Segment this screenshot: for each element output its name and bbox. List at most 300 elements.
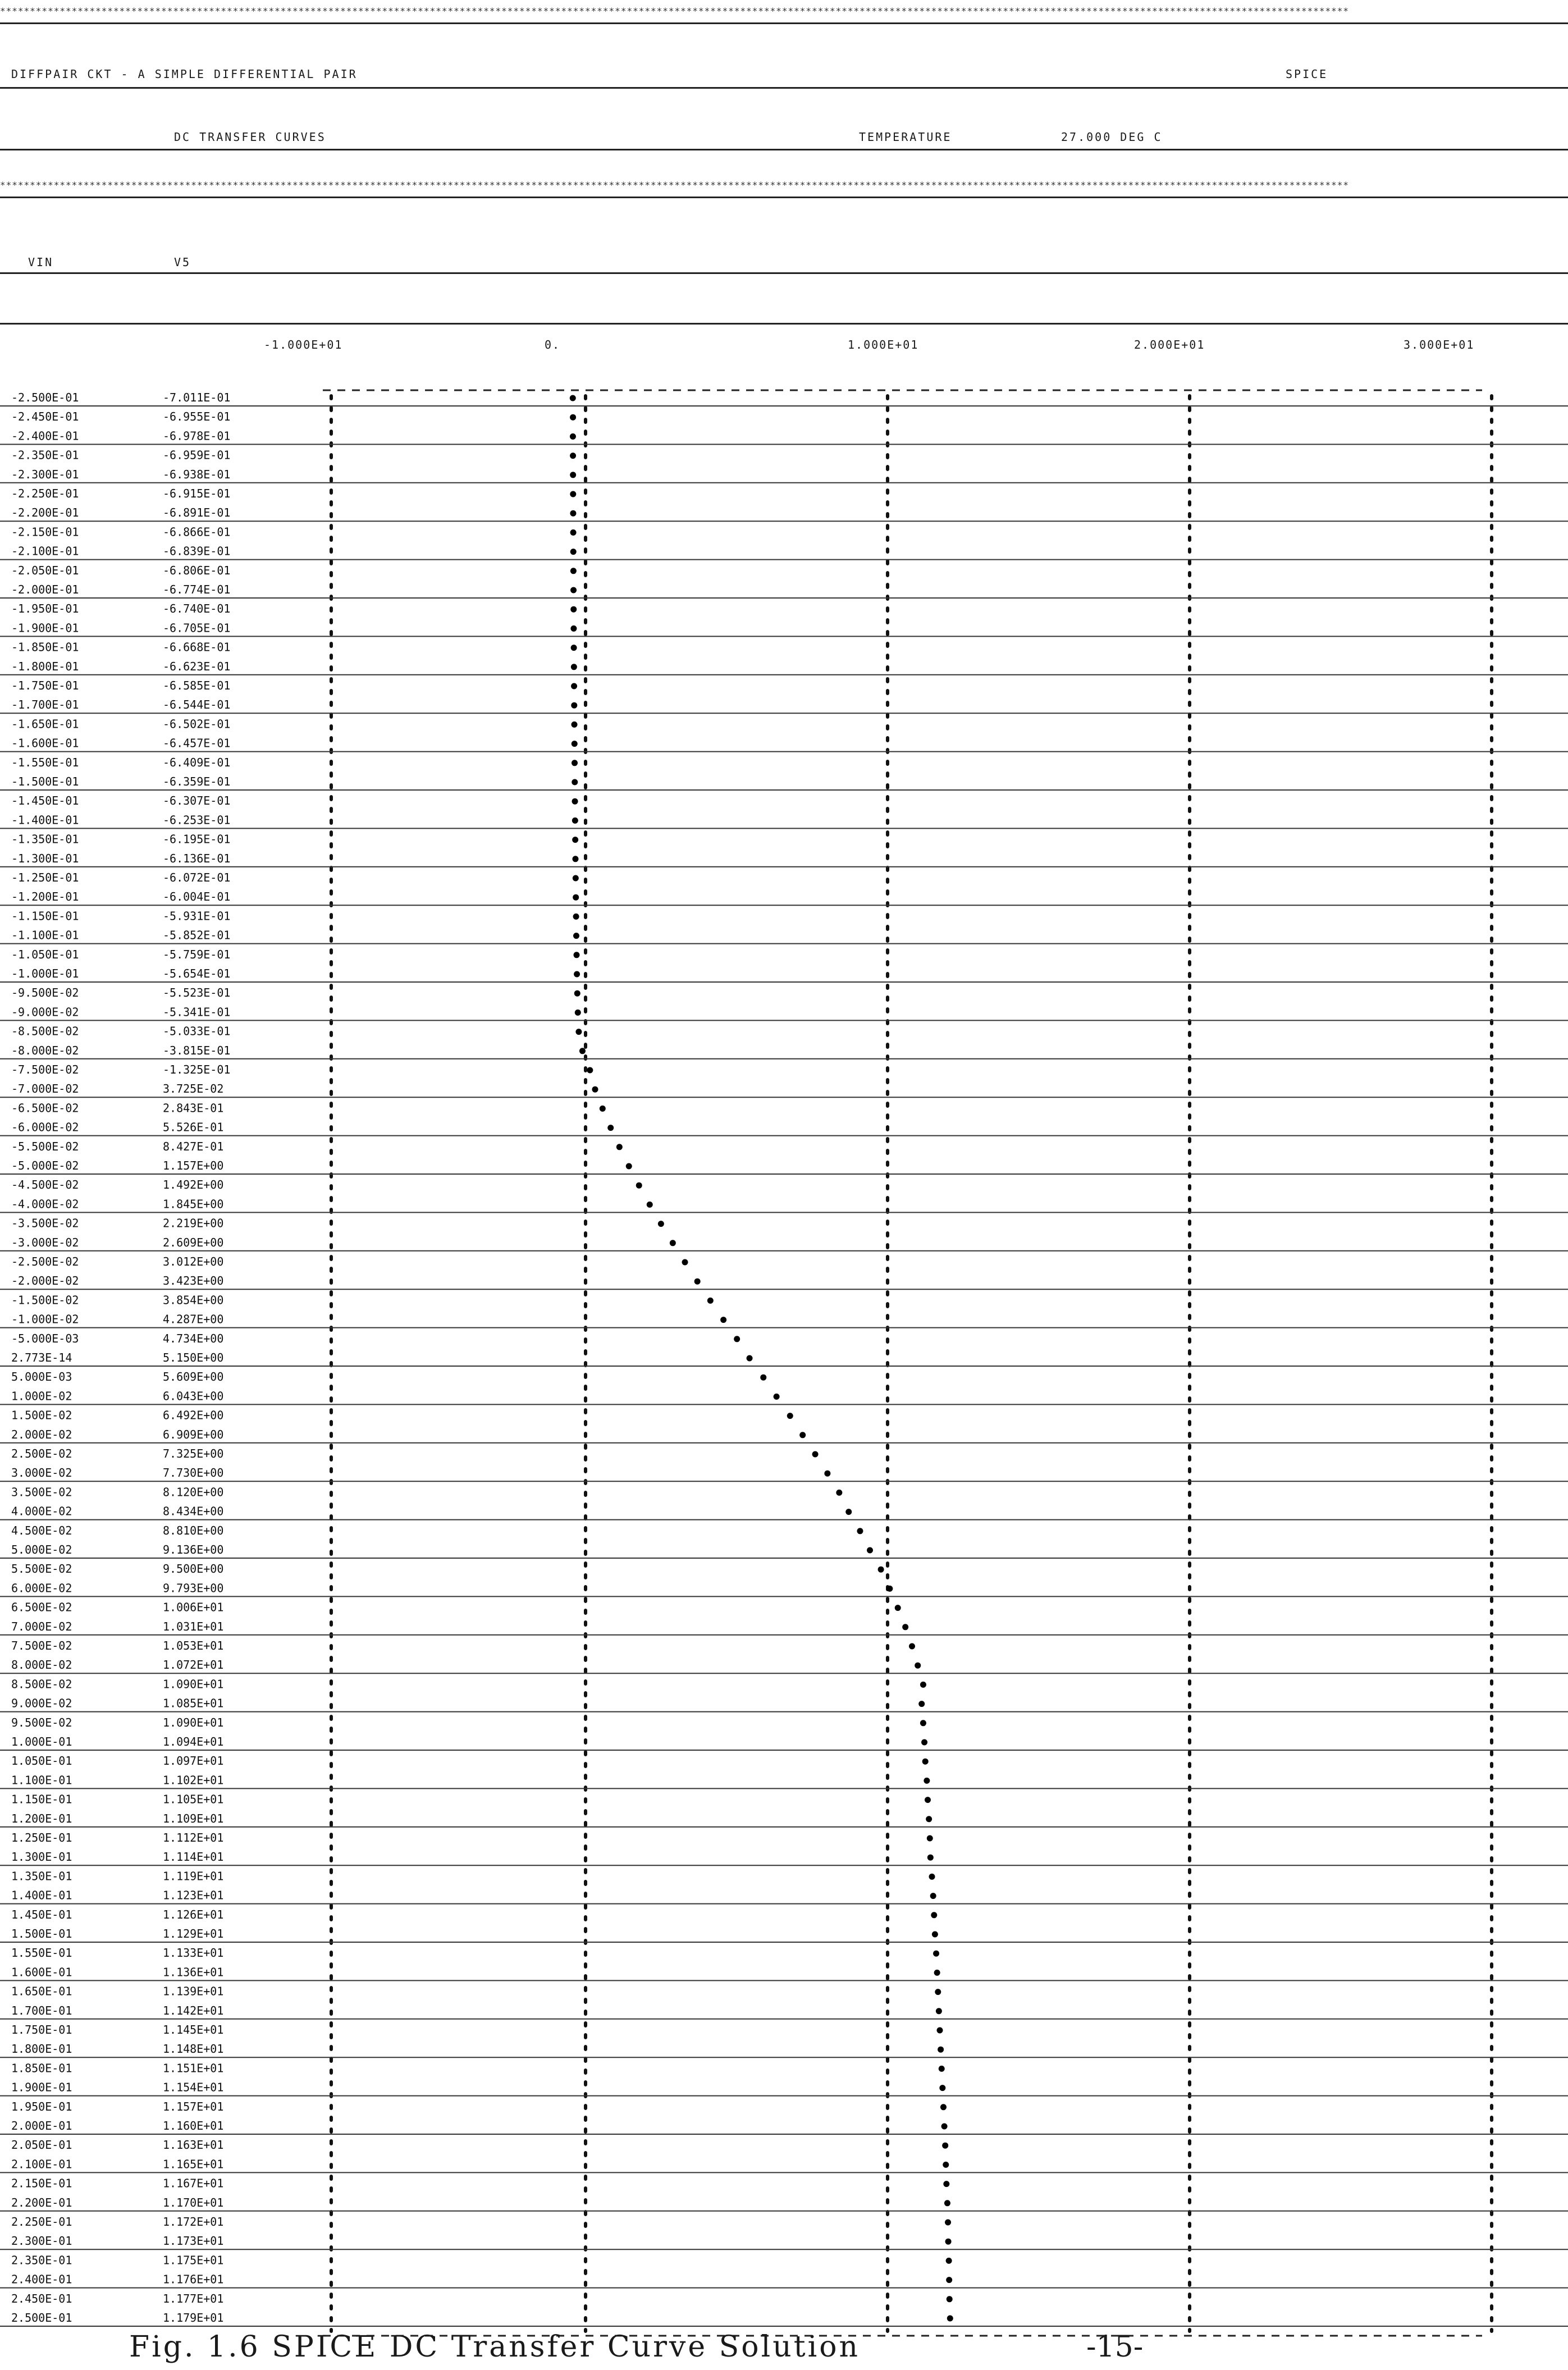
data-point [573, 894, 579, 901]
data-point [570, 433, 576, 440]
vin-value: -1.250E-01 [11, 871, 79, 884]
data-point [575, 1029, 582, 1035]
v5-value: 2.219E+00 [163, 1216, 224, 1230]
vin-value: 1.050E-01 [11, 1754, 72, 1768]
data-point [824, 1471, 830, 1477]
data-point [886, 1586, 893, 1592]
data-point [939, 2066, 945, 2072]
v5-value: -6.585E-01 [163, 679, 231, 692]
v5-value: 1.173E+01 [163, 2234, 224, 2248]
v5-value: -6.195E-01 [163, 832, 231, 846]
data-point [946, 2258, 952, 2264]
data-point [924, 1778, 930, 1784]
vin-value: -1.000E-02 [11, 1312, 79, 1326]
vin-value: -1.100E-01 [11, 928, 79, 942]
data-point [572, 779, 578, 786]
vin-value: 1.000E-02 [11, 1389, 72, 1403]
vin-value: -1.950E-01 [11, 602, 79, 616]
v5-value: 7.325E+00 [163, 1447, 224, 1460]
vin-value: 2.050E-01 [11, 2138, 72, 2152]
tick-label-3: 2.000E+01 [1134, 338, 1205, 351]
v5-value: 1.157E+00 [163, 1159, 224, 1172]
v5-value: -5.759E-01 [163, 947, 231, 961]
vin-value: 1.300E-01 [11, 1850, 72, 1864]
data-point [946, 2277, 952, 2283]
data-point [600, 1106, 606, 1112]
v5-value: 1.126E+01 [163, 1907, 224, 1921]
v5-value: -6.004E-01 [163, 890, 231, 904]
vin-value: -1.500E-02 [11, 1293, 79, 1307]
data-point [930, 1893, 936, 1899]
v5-value: -6.457E-01 [163, 736, 231, 750]
vin-value: 9.500E-02 [11, 1715, 72, 1729]
data-point [945, 2239, 952, 2245]
v5-value: -6.955E-01 [163, 410, 231, 424]
v5-value: -6.915E-01 [163, 487, 231, 500]
v5-value: 7.730E+00 [163, 1466, 224, 1480]
data-point [572, 760, 578, 766]
vin-value: 1.400E-01 [11, 1888, 72, 1902]
vin-value: 1.000E-01 [11, 1735, 72, 1748]
data-point [720, 1317, 726, 1323]
v5-value: 1.112E+01 [163, 1831, 224, 1844]
vin-value: -2.400E-01 [11, 429, 79, 443]
v5-value: -6.502E-01 [163, 717, 231, 731]
data-point [607, 1125, 614, 1131]
v5-value: 1.165E+01 [163, 2157, 224, 2171]
vin-value: 1.150E-01 [11, 1792, 72, 1806]
vin-value: -2.500E-02 [11, 1255, 79, 1268]
v5-value: 4.734E+00 [163, 1331, 224, 1345]
vin-value: 9.000E-02 [11, 1696, 72, 1710]
v5-value: -6.839E-01 [163, 544, 231, 558]
data-point [927, 1855, 934, 1861]
vin-value: -1.000E-01 [11, 967, 79, 980]
data-point [902, 1624, 908, 1630]
vin-value: 1.600E-01 [11, 1965, 72, 1979]
data-point [939, 2085, 945, 2091]
vin-value: -3.000E-02 [11, 1235, 79, 1249]
data-point [938, 2047, 944, 2053]
v5-value: 1.179E+01 [163, 2311, 224, 2325]
data-point [857, 1528, 863, 1534]
vin-value: -2.200E-01 [11, 506, 79, 520]
v5-value: 6.043E+00 [163, 1389, 224, 1403]
v5-value: -6.668E-01 [163, 640, 231, 654]
vin-value: -2.350E-01 [11, 448, 79, 462]
data-point [920, 1682, 926, 1688]
v5-value: -6.623E-01 [163, 659, 231, 673]
data-point [845, 1509, 852, 1515]
data-point [934, 1970, 940, 1976]
vin-value: -2.050E-01 [11, 563, 79, 577]
vin-value: -1.900E-01 [11, 621, 79, 635]
data-point [571, 664, 577, 670]
data-point [926, 1816, 932, 1822]
data-point [943, 2162, 949, 2168]
v5-value: 9.500E+00 [163, 1562, 224, 1576]
vin-value: -1.400E-01 [11, 813, 79, 827]
header-star-rule-top: ********************************************************************************************************************************************************************************************************************************** [0, 6, 1350, 16]
vin-value: -1.600E-01 [11, 736, 79, 750]
data-point [570, 549, 577, 555]
data-point [574, 990, 580, 997]
data-point [878, 1567, 884, 1573]
vin-value: 7.000E-02 [11, 1619, 72, 1633]
data-point [571, 683, 577, 689]
vin-value: -1.300E-01 [11, 851, 79, 865]
data-point [945, 2220, 951, 2226]
v5-value: 1.072E+01 [163, 1658, 224, 1672]
circuit-title: DIFFPAIR CKT - A SIMPLE DIFFERENTIAL PAIR [11, 67, 358, 81]
vin-value: 1.800E-01 [11, 2042, 72, 2056]
data-point [747, 1355, 753, 1362]
data-point [571, 645, 577, 651]
vin-value: -5.000E-03 [11, 1331, 79, 1345]
vin-value: -2.300E-01 [11, 467, 79, 481]
data-point [947, 2296, 953, 2302]
vin-value: -1.450E-01 [11, 794, 79, 808]
v5-value: -5.341E-01 [163, 1005, 231, 1019]
data-point [932, 1931, 938, 1938]
vin-value: 2.500E-01 [11, 2311, 72, 2325]
v5-value: 1.139E+01 [163, 1984, 224, 1998]
v5-value: 1.845E+00 [163, 1197, 224, 1211]
v5-value: 1.175E+01 [163, 2253, 224, 2267]
v5-value: 4.287E+00 [163, 1312, 224, 1326]
vin-value: 1.100E-01 [11, 1773, 72, 1787]
vin-value: -9.500E-02 [11, 986, 79, 1000]
vin-value: -1.700E-01 [11, 698, 79, 712]
data-point [812, 1451, 819, 1458]
v5-value: 1.142E+01 [163, 2003, 224, 2017]
vin-value: -2.250E-01 [11, 487, 79, 500]
v5-value: 1.151E+01 [163, 2061, 224, 2075]
data-point [707, 1298, 714, 1304]
data-point [774, 1394, 780, 1400]
data-point [943, 2181, 949, 2187]
data-point [570, 510, 576, 517]
vin-value: -6.000E-02 [11, 1120, 79, 1134]
data-point [937, 2027, 943, 2034]
data-point [570, 568, 577, 574]
vin-value: -9.000E-02 [11, 1005, 79, 1019]
vin-value: 1.550E-01 [11, 1946, 72, 1960]
vin-value: -1.350E-01 [11, 832, 79, 846]
v5-value: -5.852E-01 [163, 928, 231, 942]
v5-value: -6.253E-01 [163, 813, 231, 827]
vin-value: 2.200E-01 [11, 2195, 72, 2209]
vin-value: 6.500E-02 [11, 1600, 72, 1614]
data-point [922, 1759, 929, 1765]
v5-value: 1.053E+01 [163, 1639, 224, 1652]
v5-value: 8.810E+00 [163, 1523, 224, 1537]
v5-value: 1.123E+01 [163, 1888, 224, 1902]
vin-value: -8.000E-02 [11, 1043, 79, 1057]
vin-value: -2.450E-01 [11, 410, 79, 424]
data-point [570, 625, 577, 632]
data-point [572, 798, 578, 805]
v5-value: 6.909E+00 [163, 1427, 224, 1441]
vin-value: -1.650E-01 [11, 717, 79, 731]
data-point [933, 1951, 939, 1957]
v5-value: 8.120E+00 [163, 1485, 224, 1499]
analysis-title: DC TRANSFER CURVES [174, 130, 326, 144]
v5-value: 1.133E+01 [163, 1946, 224, 1960]
x-variable-label: VIN [28, 255, 54, 269]
tick-label-4: 3.000E+01 [1404, 338, 1475, 351]
v5-value: -5.654E-01 [163, 967, 231, 980]
data-point [570, 472, 576, 478]
data-point [920, 1720, 926, 1726]
data-point [647, 1202, 653, 1208]
v5-value: -6.959E-01 [163, 448, 231, 462]
vin-value: 1.250E-01 [11, 1831, 72, 1844]
v5-value: -6.072E-01 [163, 871, 231, 884]
vin-value: 8.000E-02 [11, 1658, 72, 1672]
v5-value: -3.815E-01 [163, 1043, 231, 1057]
v5-value: 9.793E+00 [163, 1581, 224, 1595]
data-point [942, 2143, 948, 2149]
vin-value: 3.000E-02 [11, 1466, 72, 1480]
v5-value: 1.129E+01 [163, 1927, 224, 1940]
v5-value: -6.740E-01 [163, 602, 231, 616]
data-point [694, 1278, 701, 1285]
vin-value: -2.500E-01 [11, 391, 79, 404]
vin-value: 2.773E-14 [11, 1351, 72, 1364]
vin-value: 3.500E-02 [11, 1485, 72, 1499]
v5-value: 1.006E+01 [163, 1600, 224, 1614]
vin-value: -7.000E-02 [11, 1082, 79, 1096]
v5-value: 1.094E+01 [163, 1735, 224, 1748]
v5-value: 8.434E+00 [163, 1504, 224, 1518]
data-point [734, 1336, 740, 1342]
tick-label-2: 1.000E+01 [848, 338, 919, 351]
data-point [895, 1605, 901, 1611]
v5-value: 1.109E+01 [163, 1811, 224, 1825]
v5-value: 1.102E+01 [163, 1773, 224, 1787]
figure-caption: Fig. 1.6 SPICE DC Transfer Curve Solution [129, 2330, 861, 2364]
temperature-label: TEMPERATURE [859, 130, 952, 144]
data-point [936, 2008, 942, 2014]
data-point [670, 1240, 676, 1246]
data-point [570, 395, 576, 401]
v5-value: -6.938E-01 [163, 467, 231, 481]
v5-value: -5.931E-01 [163, 909, 231, 923]
v5-value: 1.090E+01 [163, 1677, 224, 1691]
v5-value: 2.609E+00 [163, 1235, 224, 1249]
data-point [927, 1835, 933, 1842]
vin-value: 1.900E-01 [11, 2080, 72, 2094]
data-point [587, 1067, 593, 1074]
vin-value: 4.500E-02 [11, 1523, 72, 1537]
v5-value: 9.136E+00 [163, 1543, 224, 1556]
tick-label-0: -1.000E+01 [264, 338, 343, 351]
data-point [570, 414, 576, 421]
v5-value: 3.423E+00 [163, 1274, 224, 1288]
v5-value: 8.427E-01 [163, 1139, 224, 1153]
v5-value: -5.523E-01 [163, 986, 231, 1000]
v5-value: 1.167E+01 [163, 2176, 224, 2190]
v5-value: 3.854E+00 [163, 1293, 224, 1307]
v5-value: -6.891E-01 [163, 506, 231, 520]
vin-value: -1.850E-01 [11, 640, 79, 654]
data-point [572, 741, 578, 747]
vin-value: -8.500E-02 [11, 1024, 79, 1038]
data-point [592, 1086, 598, 1093]
v5-value: 3.012E+00 [163, 1255, 224, 1268]
v5-value: 5.609E+00 [163, 1370, 224, 1384]
vin-value: -4.000E-02 [11, 1197, 79, 1211]
vin-value: 1.700E-01 [11, 2003, 72, 2017]
data-point [935, 1989, 941, 1995]
v5-value: -6.359E-01 [163, 775, 231, 788]
v5-value: 1.090E+01 [163, 1715, 224, 1729]
vin-value: 1.500E-01 [11, 1927, 72, 1940]
data-point [573, 875, 579, 882]
v5-value: 1.148E+01 [163, 2042, 224, 2056]
v5-value: 1.160E+01 [163, 2119, 224, 2132]
vin-value: 2.350E-01 [11, 2253, 72, 2267]
v5-value: -6.409E-01 [163, 755, 231, 769]
y-variable-label: V5 [174, 255, 191, 269]
vin-value: 1.500E-02 [11, 1408, 72, 1422]
data-point [836, 1490, 842, 1496]
vin-value: 5.000E-03 [11, 1370, 72, 1384]
data-point [574, 971, 580, 978]
v5-value: 2.843E-01 [163, 1101, 224, 1115]
v5-value: 1.163E+01 [163, 2138, 224, 2152]
v5-value: 1.176E+01 [163, 2272, 224, 2286]
vin-value: 1.450E-01 [11, 1907, 72, 1921]
data-point [573, 914, 579, 920]
v5-value: -5.033E-01 [163, 1024, 231, 1038]
v5-value: 1.105E+01 [163, 1792, 224, 1806]
vin-value: 1.850E-01 [11, 2061, 72, 2075]
v5-value: -6.136E-01 [163, 851, 231, 865]
v5-value: 1.136E+01 [163, 1965, 224, 1979]
v5-value: 1.145E+01 [163, 2023, 224, 2036]
vin-value: -4.500E-02 [11, 1178, 79, 1192]
data-point [570, 491, 576, 497]
data-point [626, 1163, 632, 1170]
data-point [572, 856, 578, 862]
vin-value: 2.500E-02 [11, 1447, 72, 1460]
vin-value: -1.750E-01 [11, 679, 79, 692]
vin-value: 2.150E-01 [11, 2176, 72, 2190]
data-point [570, 587, 577, 593]
data-point [572, 837, 578, 843]
data-point [909, 1643, 915, 1650]
v5-value: -1.325E-01 [163, 1063, 231, 1076]
data-point [572, 818, 578, 824]
v5-value: 1.157E+01 [163, 2099, 224, 2113]
v5-value: 1.170E+01 [163, 2195, 224, 2209]
v5-value: 1.031E+01 [163, 1619, 224, 1633]
data-point [573, 933, 579, 939]
data-point [760, 1374, 766, 1381]
vin-value: 1.200E-01 [11, 1811, 72, 1825]
temperature-value: 27.000 DEG C [1061, 130, 1163, 144]
v5-value: 1.114E+01 [163, 1850, 224, 1864]
data-point [616, 1144, 623, 1150]
vin-value: 1.950E-01 [11, 2099, 72, 2113]
data-point [572, 721, 578, 728]
data-point [575, 1010, 581, 1016]
vin-value: 1.350E-01 [11, 1869, 72, 1883]
vin-value: -5.000E-02 [11, 1159, 79, 1172]
vin-value: 1.650E-01 [11, 1984, 72, 1998]
v5-value: -6.774E-01 [163, 583, 231, 596]
vin-value: 2.450E-01 [11, 2291, 72, 2305]
data-point [925, 1797, 931, 1803]
v5-value: 5.150E+00 [163, 1351, 224, 1364]
vin-value: -2.000E-02 [11, 1274, 79, 1288]
vin-value: -2.100E-01 [11, 544, 79, 558]
v5-value: 1.177E+01 [163, 2291, 224, 2305]
vin-value: 2.000E-01 [11, 2119, 72, 2132]
data-point [929, 1874, 935, 1880]
data-point [941, 2124, 948, 2130]
vin-value: 5.500E-02 [11, 1562, 72, 1576]
vin-value: -2.000E-01 [11, 583, 79, 596]
vin-value: -1.500E-01 [11, 775, 79, 788]
data-point [915, 1663, 921, 1669]
v5-value: 5.526E-01 [163, 1120, 224, 1134]
data-point [947, 2316, 953, 2322]
data-point [570, 529, 577, 536]
vin-value: 8.500E-02 [11, 1677, 72, 1691]
data-point [944, 2200, 950, 2206]
v5-value: -6.705E-01 [163, 621, 231, 635]
program-name: SPICE [1286, 67, 1328, 81]
v5-value: 6.492E+00 [163, 1408, 224, 1422]
vin-value: 2.250E-01 [11, 2215, 72, 2229]
v5-value: 3.725E-02 [163, 1082, 224, 1096]
data-point [682, 1259, 688, 1266]
v5-value: 1.492E+00 [163, 1178, 224, 1192]
vin-value: -1.550E-01 [11, 755, 79, 769]
data-point [867, 1547, 873, 1554]
v5-value: 1.172E+01 [163, 2215, 224, 2229]
data-point [940, 2104, 947, 2110]
v5-value: -6.307E-01 [163, 794, 231, 808]
vin-value: 2.000E-02 [11, 1427, 72, 1441]
vin-value: 2.300E-01 [11, 2234, 72, 2248]
v5-value: 1.085E+01 [163, 1696, 224, 1710]
data-point [799, 1432, 806, 1438]
v5-value: 1.154E+01 [163, 2080, 224, 2094]
vin-value: -3.500E-02 [11, 1216, 79, 1230]
vin-value: -1.150E-01 [11, 909, 79, 923]
v5-value: 1.097E+01 [163, 1754, 224, 1768]
vin-value: -2.150E-01 [11, 525, 79, 539]
v5-value: -6.978E-01 [163, 429, 231, 443]
data-point [636, 1182, 642, 1189]
page-number: -15- [1086, 2330, 1144, 2364]
data-point [931, 1912, 937, 1918]
data-point [570, 606, 577, 613]
vin-value: 4.000E-02 [11, 1504, 72, 1518]
vin-value: 2.100E-01 [11, 2157, 72, 2171]
data-point [579, 1048, 586, 1054]
vin-value: 1.750E-01 [11, 2023, 72, 2036]
data-point [571, 702, 577, 709]
data-point [570, 453, 576, 459]
vin-value: -1.050E-01 [11, 947, 79, 961]
tick-label-1: 0. [545, 338, 561, 351]
vin-value: -1.200E-01 [11, 890, 79, 904]
